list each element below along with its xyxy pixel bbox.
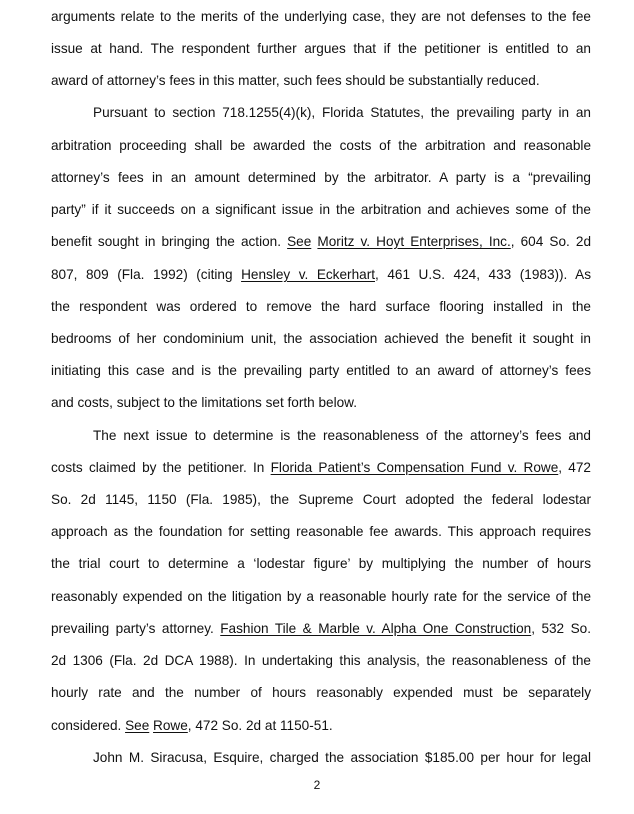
text-line [93, 103, 591, 123]
text-segment: arbitration proceeding shall be awarded the costs of the arbitration and reasonable [51, 138, 591, 153]
text-line [93, 426, 591, 446]
text-segment: The next issue to determine is the reasonableness of the attorney’s fees and [93, 428, 591, 443]
text-segment: , 472 [558, 460, 591, 475]
text-line [93, 748, 591, 768]
text-line [51, 522, 591, 542]
text-line [51, 619, 591, 639]
text-line [51, 683, 591, 703]
text-segment: Pursuant to section 718.1255(4)(k), Florida Statutes, the prevailing party in an [93, 105, 591, 120]
citation-underlined: Florida Patient’s Compensation Fund v. Rowe [270, 460, 559, 475]
text-line [51, 7, 591, 27]
text-line [51, 136, 591, 156]
text-line [51, 651, 591, 671]
text-segment: bedrooms of her condominium unit, the association achieved the benefit it sought in [51, 331, 591, 346]
citation-underlined: Rowe [153, 718, 188, 733]
text-segment: , 532 So. [531, 621, 591, 636]
page-number: 2 [313, 778, 321, 792]
text-line [51, 554, 591, 574]
text-segment: party” if it succeeds on a significant issue in the arbitration and achieves some of the [51, 202, 591, 217]
text-line [51, 716, 591, 736]
text-line [51, 200, 591, 220]
text-segment: attorney’s fees in an amount determined by the arbitrator. A party is a “prevailing [51, 170, 591, 185]
text-line [51, 458, 591, 478]
citation-underlined: See [287, 234, 312, 249]
citation-underlined: Fashion Tile & Marble v. Alpha One Construction [220, 621, 532, 636]
text-segment: prevailing party’s attorney. [51, 621, 221, 636]
text-segment: award of attorney’s fees in this matter, such fees should be substantially reduced. [51, 73, 540, 88]
text-segment: , 472 So. 2d at 1150-51. [187, 718, 333, 733]
text-segment: 807, 809 (Fla. 1992) (citing [51, 267, 242, 282]
text-line [51, 361, 591, 381]
text-line [51, 39, 591, 59]
text-segment: and costs, subject to the limitations set forth below. [51, 395, 358, 410]
text-segment: benefit sought in bringing the action. [51, 234, 288, 249]
text-segment: initiating this case and is the prevailing party entitled to an award of attorney’s fees [51, 363, 591, 378]
text-line [51, 71, 591, 91]
citation-underlined: Hensley v. Eckerhart [241, 267, 375, 282]
text-segment: approach as the foundation for setting reasonable fee awards. This approach requires [51, 524, 591, 539]
text-line [51, 393, 591, 413]
citation-underlined: Moritz v. Hoyt Enterprises, Inc. [317, 234, 511, 249]
text-segment: reasonably expended on the litigation by a reasonable hourly rate for the service of the [51, 589, 591, 604]
text-segment: arguments relate to the merits of the underlying case, they are not defenses to the fee [51, 9, 591, 24]
text-line [51, 168, 591, 188]
text-segment: costs claimed by the petitioner. In [51, 460, 271, 475]
text-segment: , 461 U.S. 424, 433 (1983)). As [375, 267, 591, 282]
text-line [51, 265, 591, 285]
text-line [51, 587, 591, 607]
text-segment: the respondent was ordered to remove the hard surface flooring installed in the [51, 299, 591, 314]
text-segment: considered. [51, 718, 126, 733]
text-segment: So. 2d 1145, 1150 (Fla. 1985), the Supreme Court adopted the federal lodestar [51, 492, 591, 507]
text-line [51, 297, 591, 317]
text-segment: 2d 1306 (Fla. 2d DCA 1988). In undertaking this analysis, the reasonableness of the [51, 653, 591, 668]
text-segment: the trial court to determine a ‘lodestar figure’ by multiplying the number of hours [51, 556, 591, 571]
text-segment: , 604 So. 2d [510, 234, 592, 249]
text-line [51, 490, 591, 510]
text-segment: issue at hand. The respondent further argues that if the petitioner is entitled to an [51, 41, 591, 56]
text-line [51, 232, 591, 252]
citation-underlined: See [125, 718, 150, 733]
text-segment: hourly rate and the number of hours reasonably expended must be separately [51, 685, 591, 700]
text-segment: John M. Siracusa, Esquire, charged the association $185.00 per hour for legal [93, 750, 591, 765]
text-line [51, 329, 591, 349]
